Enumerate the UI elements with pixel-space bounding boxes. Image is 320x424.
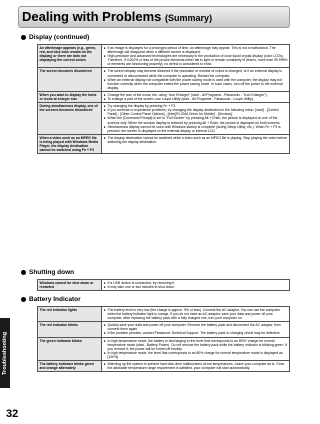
bullet-icon [21, 270, 26, 275]
page-number: 32 [6, 408, 19, 420]
list-item: ● High-precision and advanced technologies are necessary in the production of color liquid crystal display (color LCDs). Therefore, if 0.002% or less of the picture elements either fail to light or remain constantly lit (that is, more than 99.998% of elements are functioning properly), no defect is considered to exist. [104, 54, 288, 66]
section-heading-label: Battery Indicator [29, 296, 81, 303]
table-row [38, 103, 290, 135]
row-key: Windows cannot be shut down or restarted [38, 280, 102, 291]
list-item: ● Quickly save your data and power off your computer. Remove the battery pack and disconnect the AC adaptor, then connect them again. [104, 323, 288, 331]
list-item: ● When an external display not compatible with the power saving mode is used with the computer, the display may not function correctly when the computer enters the power saving mode. In such cases, turn off the power to the external display. [104, 78, 288, 90]
list-item: ● Try changing the display by pressing Fn + F3. [104, 104, 288, 108]
page-title [22, 9, 212, 24]
list-item: ● Simultaneous display cannot be used until Windows startup is complete (during Setup Utility, etc.). When Fn + F3 is pressed, the screen is displayed on the external display or internal LCD. [104, 125, 288, 133]
list-item: ● If the problem persists, contact Panasonic Technical Support. The battery pack or charging circuit may be defective. [104, 331, 288, 335]
section-heading-label: Display (continued) [29, 34, 90, 41]
row-key: The battery indicator blinks green and orange alternately [38, 361, 102, 372]
row-key: When you want to display the fonts or icons at a larger size [38, 91, 102, 102]
list-item: ● If you continue to experience problems, try changing the display destination in the following menu. [start] - [Control Panel] - [Other Control Panel Options] - [Intel(R) GMA Driver for Mobile] - [Devices]. [104, 108, 288, 116]
battery-table [37, 306, 290, 372]
table-row [38, 337, 290, 360]
row-value [102, 322, 290, 337]
table-row [38, 280, 290, 291]
section-heading-battery [21, 296, 81, 303]
table-row [38, 307, 290, 322]
row-key: The screen becomes disordered [38, 68, 102, 91]
row-value [102, 337, 290, 360]
list-item: ● It may take one or two minutes to shut down. [104, 285, 288, 289]
section-heading-label: Shutting down [29, 269, 75, 276]
row-key: The red indicator lights [38, 307, 102, 322]
row-value [102, 103, 290, 135]
list-item: ● To enlarge a part of the screen, use Loupe Utility (start - All Programs - Panasonic - Loupe Utility). [104, 97, 288, 101]
list-item: ● If an image is displayed for a prolonged period of time, an afterimage may appear. This is not a malfunction. The afterimage will disappear when a different screen is displayed. [104, 46, 288, 54]
row-value [102, 134, 290, 153]
sidebar-tab [0, 0, 10, 424]
table-row [38, 91, 290, 102]
table-row [38, 45, 290, 68]
title-subtitle: (Summary) [165, 13, 213, 23]
list-item: ● The battery level is very low (the charge is approx. 9% or less). Connect the AC adaptor. You can use the computer when the battery indicator light is orange. If you do not have an AC adaptor, save your data and power off your computer. After replacing the battery pack with a fully charged one, turn your computer on. [104, 308, 288, 320]
table-row [38, 322, 290, 337]
row-key: When a video such as an MPEG file is being played with Windows Media Player, the display destination cannot be switched using Fn + F3 [38, 134, 102, 153]
list-item: ● In high temperature mode, the level that corresponds to an 80% charge for normal temperature mode is displayed as [100%]. [104, 351, 288, 359]
list-item: ● When the [Command Prompt] is set to "Full Screen" by pressing Alt + Enter, the picture is displayed on one of the screens only. When the window display is restored by pressing Alt + Enter, the picture is displayed on both screens. [104, 116, 288, 124]
row-value [102, 280, 290, 291]
shutdown-table [37, 279, 290, 291]
row-key: The green indicator blinks [38, 337, 102, 360]
bullet-icon [21, 297, 26, 302]
row-value [102, 361, 290, 372]
table-row [38, 68, 290, 91]
display-table [37, 44, 290, 154]
row-key: During simultaneous display, one of the screens becomes disordered [38, 103, 102, 135]
row-value [102, 307, 290, 322]
row-value [102, 91, 290, 102]
list-item: ● The display destination cannot be switched while a video such as an MPEG file is playing. Stop playing the video before switching the display destination. [104, 136, 288, 144]
list-item: ● If a USB device is connected, try removing it. [104, 281, 288, 285]
row-key: The red indicator blinks [38, 322, 102, 337]
section-heading-shutting-down [21, 269, 74, 276]
row-key: An afterimage appears (e.g., green, red, and blue dots remain on the display) or there are dots not displaying the correct colors [38, 45, 102, 68]
section-heading-display [21, 34, 89, 41]
list-item: ● Warming up the system to prevent hard disk drive malfunctions at low temperatures. Leave your computer as is. Once the allowable temperature range requirement is satisfied, your computer will start automatically. [104, 362, 288, 370]
row-value [102, 45, 290, 68]
list-item: ● Change the size of the icons, etc. using "Icon Enlarger" (start - All Programs - Panasonic - "Icon Enlarger"). [104, 93, 288, 97]
list-item: ● The screen display may become distorted if the resolution or number of colors is changed, or if an external display is connected or disconnected while the computer is operating. Restart the computer. [104, 69, 288, 77]
list-item: ● In high temperature mode, the battery is discharging to the level that corresponds to an 80%* charge for normal temperature mode (start - Battery Power). Do not remove the battery pack while the battery indicator is blinking green. If you remove it, the power will be turned off forcibly. [104, 339, 288, 351]
title-text: Dealing with Problems [22, 9, 162, 24]
table-row [38, 361, 290, 372]
sidebar-label: Troubleshooting [2, 331, 8, 375]
bullet-icon [21, 35, 26, 40]
table-row [38, 134, 290, 153]
row-value [102, 68, 290, 91]
